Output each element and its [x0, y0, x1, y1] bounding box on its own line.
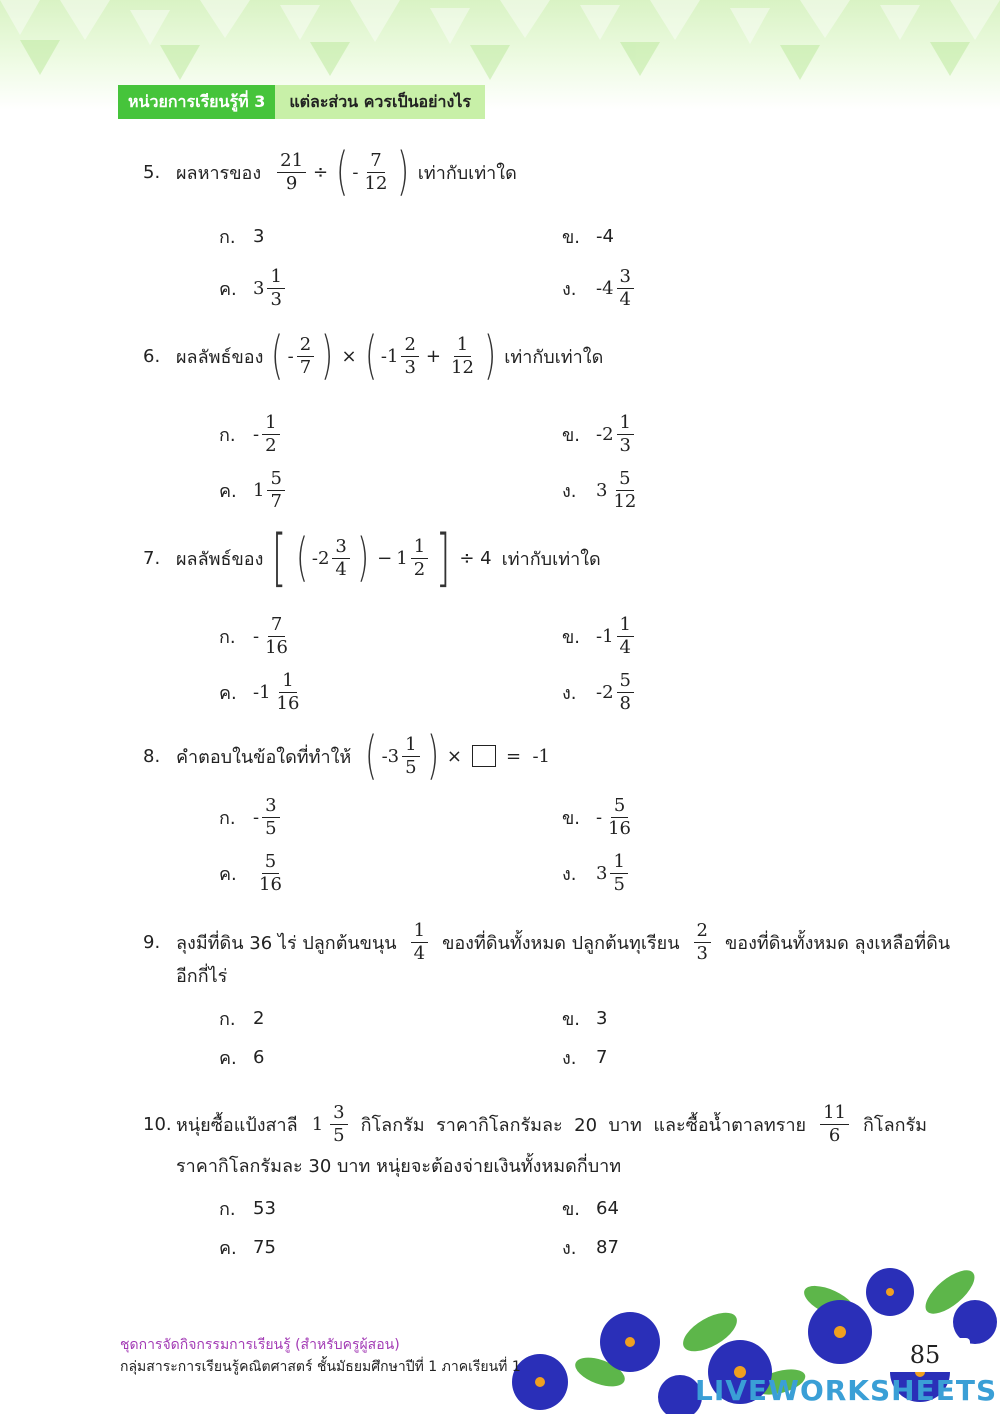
question-7 — [143, 521, 601, 594]
answer-box[interactable] — [472, 745, 496, 767]
option-d[interactable]: ง. 3 5 12 — [562, 468, 637, 512]
option-a[interactable]: ก. 53 — [219, 1198, 276, 1220]
option-a[interactable]: ก. 3 — [219, 226, 265, 248]
question-prefix: ผลหารของ — [176, 162, 262, 184]
question-6 — [143, 326, 604, 386]
footer-subject: กลุ่มสาระการเรียนรู้คณิตศาสตร์ ชั้นมัธยมศึกษาปีที่ 1 ภาคเรียนที่ 1 — [120, 1359, 521, 1375]
operator: × — [446, 745, 462, 767]
question-suffix: เท่ากับเท่าใด — [504, 346, 604, 368]
divide-tail: ÷ 4 — [459, 547, 492, 569]
operator: × — [341, 345, 357, 367]
question-prefix: ผลลัพธ์ของ — [176, 346, 264, 368]
option-c[interactable]: ค. 3 1 3 — [219, 266, 288, 311]
option-c[interactable]: ค. 1 5 7 — [219, 468, 288, 513]
fraction: 2 3 — [694, 920, 711, 965]
option-d[interactable]: ง. 87 — [562, 1237, 619, 1259]
parenthesized-mixed-number: ( -3 1 5 ) — [365, 726, 439, 786]
question-text: กิโลกรัม — [863, 1115, 928, 1136]
parenthesized-fraction: ( - 2 7 ) — [271, 326, 334, 386]
unit-label: หน่วยการเรียนรู้ที่ 3 — [118, 85, 275, 119]
question-text: ของที่ดินทั้งหมด ปลูกต้นทุเรียน — [442, 933, 680, 954]
option-b[interactable]: ข. 3 — [562, 1008, 608, 1030]
fraction: $\frac{21}{9}$ — [277, 150, 306, 195]
operator: ÷ — [313, 161, 329, 183]
question-prefix: ผลลัพธ์ของ — [176, 548, 264, 570]
option-a[interactable]: ก. - 7 16 — [219, 614, 288, 658]
option-c[interactable]: ค. -1 1 16 — [219, 670, 300, 714]
question-number: 9. — [143, 932, 161, 953]
question-5 — [143, 142, 517, 202]
question-8 — [143, 726, 551, 786]
question-10: 10. หนุ่ยซื้อแป้งสาลี 1 3 5 กิโลกรัม ราคากิโลกรัมละ 20 บาท และซื้อน้ำตาลทราย 11 6 กิโลกรัม — [143, 1102, 928, 1146]
option-c[interactable]: ค. 6 — [219, 1047, 265, 1069]
option-a[interactable]: ก. - 3 5 — [219, 795, 283, 840]
mixed-number: 3 5 — [330, 1102, 347, 1147]
question-text: ของที่ดินทั้งหมด ลุงเหลือที่ดิน — [724, 933, 951, 954]
option-c[interactable]: ค. 75 — [219, 1237, 276, 1259]
option-b[interactable]: ข. -2 1 3 — [562, 412, 637, 457]
option-b[interactable]: ข. -1 1 4 — [562, 614, 637, 659]
option-b[interactable]: ข. -4 — [562, 226, 614, 248]
option-d[interactable]: ง. 7 — [562, 1047, 608, 1069]
question-9-line2: อีกกี่ไร่ — [176, 966, 228, 987]
question-10-line2: ราคากิโลกรัมละ 30 บาท หนุ่ยจะต้องจ่ายเงินทั้งหมดกี่บาท — [176, 1156, 622, 1177]
question-prefix: คำตอบในข้อใดที่ทำให้ — [176, 746, 352, 768]
parenthesized-expression: ( -1 2 3 + $\frac{1}{12}$ ) — [364, 326, 497, 386]
page-number: 85 — [880, 1338, 970, 1372]
fraction: 1 4 — [411, 920, 428, 965]
option-d[interactable]: ง. -4 3 4 — [562, 266, 637, 311]
question-text: หนุ่ยซื้อแป้งสาลี — [176, 1115, 298, 1136]
question-number: 10. — [143, 1114, 172, 1135]
question-number: 6. — [143, 345, 161, 367]
watermark: LIVEWORKSHEETS — [695, 1374, 998, 1407]
option-a[interactable]: ก. 2 — [219, 1008, 265, 1030]
question-text: กิโลกรัม ราคากิโลกรัมละ 20 บาท และซื้อน้ำตาลทราย — [360, 1115, 807, 1136]
question-number: 7. — [143, 547, 161, 569]
question-number: 8. — [143, 745, 161, 767]
equation-result: = -1 — [505, 745, 551, 767]
unit-title: แต่ละส่วน ควรเป็นอย่างไร — [275, 85, 485, 119]
option-c[interactable]: ค. 5 16 — [219, 851, 282, 895]
option-d[interactable]: ง. -2 5 8 — [562, 670, 637, 715]
option-a[interactable]: ก. - 1 2 — [219, 412, 283, 457]
question-9 — [143, 920, 950, 965]
bracketed-expression: [ ( -2 3 4 ) − 1 1 2 ] — [272, 521, 451, 594]
fraction: 11 6 — [820, 1102, 849, 1147]
question-suffix: เท่ากับเท่าใด — [417, 162, 517, 184]
footer-series-title: ชุดการจัดกิจกรรมการเรียนรู้ (สำหรับครูผู้สอน) — [120, 1337, 400, 1353]
option-b[interactable]: ข. 64 — [562, 1198, 619, 1220]
unit-header — [118, 85, 485, 119]
option-b[interactable]: ข. - 5 16 — [562, 795, 631, 839]
option-d[interactable]: ง. 3 1 5 — [562, 851, 631, 896]
question-suffix: เท่ากับเท่าใด — [501, 548, 601, 570]
question-text: ลุงมีที่ดิน 36 ไร่ ปลูกต้นขนุน — [176, 933, 397, 954]
question-number: 5. — [143, 161, 161, 183]
parenthesized-fraction: ( - 7 12 ) — [336, 142, 410, 202]
